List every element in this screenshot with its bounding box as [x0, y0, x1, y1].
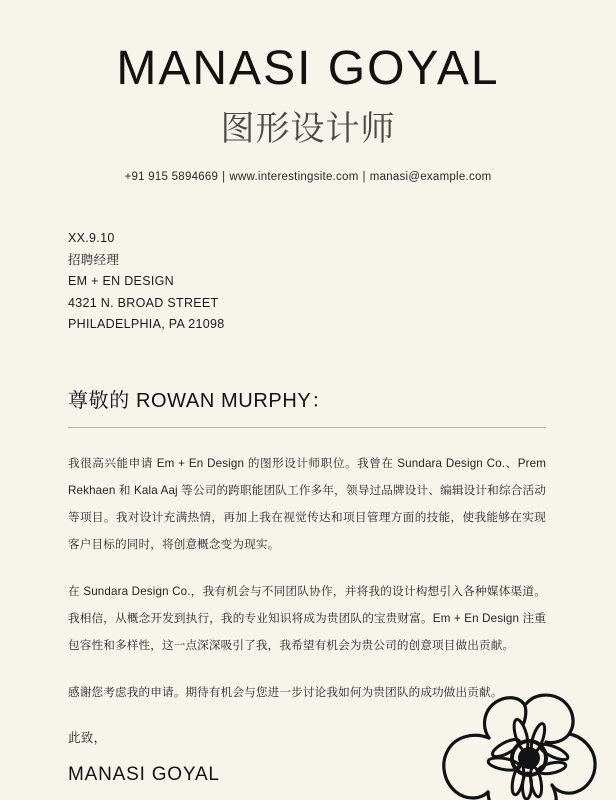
contact-separator-1: | — [222, 170, 226, 183]
recipient-city-state-zip: PHILADELPHIA, PA 21098 — [68, 317, 225, 331]
header-divider — [68, 427, 546, 428]
letter-paragraph: 我很高兴能申请 Em + En Design 的图形设计师职位。我曾在 Sundara Design Co.、Prem Rekhaen 和 Kala Aaj 等公司的跨职能团队工作多年，领导过品牌设计、编辑设计和综合活动等项目。我对设计充满热情，再加上我在视觉传达和项目管理方面的技能，使我能够在实现客户目标的同时，将创意概念变为现实。 — [68, 456, 546, 551]
recipient-address-block — [68, 228, 546, 336]
contact-website[interactable]: www.interestingsite.com — [229, 170, 359, 183]
letter-date: XX.9.10 — [68, 231, 115, 245]
page-title: MANASI GOYAL — [116, 42, 500, 95]
salutation: 尊敬的 ROWAN MURPHY： — [68, 389, 332, 412]
contact-line — [0, 171, 616, 183]
contact-email[interactable]: manasi@example.com — [369, 170, 492, 183]
recipient-title: 招聘经理 — [68, 252, 120, 267]
contact-separator-2: | — [362, 170, 366, 183]
signature-name: MANASI GOYAL — [68, 763, 220, 785]
letter-paragraph: 在 Sundara Design Co.，我有机会与不同团队协作，并将我的设计构想引入各种媒体渠道。我相信，从概念开发到执行，我的专业知识将成为贵团队的宝贵财富。Em + En Design 注重包容性和多样性，这一点深深吸引了我，我希望有机会为贵公司的创意项目做出贡献。 — [68, 584, 546, 652]
letter-paragraph: 感谢您考虑我的申请。期待有机会与您进一步讨论我如何为贵团队的成功做出贡献。 — [68, 685, 503, 699]
closing-phrase: 此致， — [68, 730, 107, 745]
job-role-subtitle: 图形设计师 — [220, 110, 396, 149]
letterhead-header — [0, 0, 616, 183]
recipient-street: 4321 N. BROAD STREET — [68, 295, 219, 310]
recipient-company: EM + EN DESIGN — [68, 274, 174, 288]
letter-body — [68, 228, 546, 786]
contact-phone: +91 915 5894669 — [124, 170, 219, 183]
letter-paragraphs — [68, 450, 546, 706]
